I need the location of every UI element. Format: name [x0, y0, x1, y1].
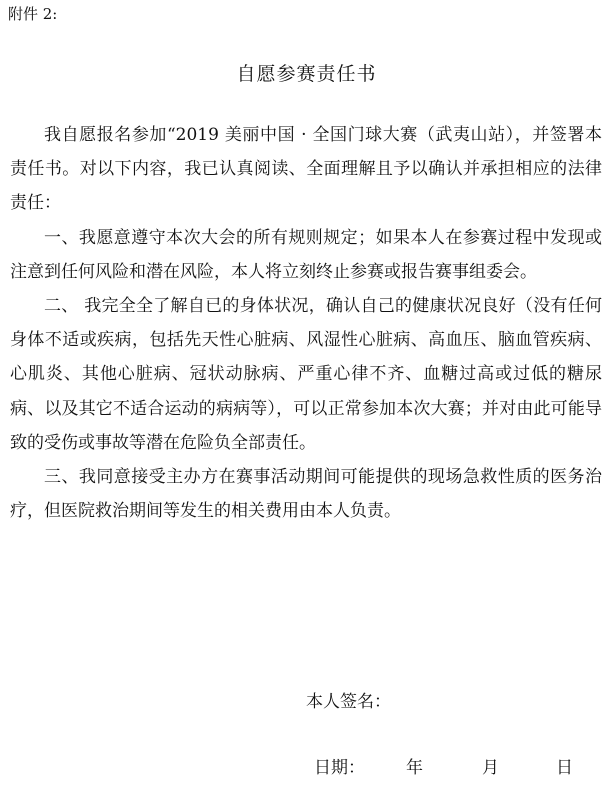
- date-day-label: 日: [556, 758, 573, 778]
- document-body: [10, 118, 602, 528]
- clause-one-paragraph: 一、我愿意遵守本次大会的所有规则规定；如果本人在参赛过程中发现或注意到任何风险和潜在风险，本人将立刻终止参赛或报告赛事组委会。: [10, 227, 602, 282]
- intro-paragraph: 我自愿报名参加“2019 美丽中国 · 全国门球大赛（武夷山站），并签署本责任书。对以下内容，我已认真阅读、全面理解且予以确认并承担相应的法律责任：: [10, 125, 602, 214]
- attachment-label: 附件 2:: [8, 5, 58, 23]
- date-year-label: 年: [406, 758, 423, 778]
- document-title: 自愿参赛责任书: [236, 63, 377, 85]
- clause-three-paragraph: 三、我同意接受主办方在赛事活动期间可能提供的现场急救性质的医务治疗，但医院救治期间等发生的相关费用由本人负责。: [10, 467, 602, 522]
- date-month-label: 月: [482, 758, 499, 778]
- clause-two-paragraph: 二、 我完全全了解自已的身体状况，确认自己的健康状况良好（没有任何身体不适或疾病，包括先天性心脏病、风湿性心脏病、高血压、脑血管疾病、心肌炎、其他心脏病、冠状动脉病、严重心律不齐、血糖过高或过低的糖尿病、以及其它不适合运动的病病等），可以正常参加本次大赛；并对由此可能导致的受伤或事故等潜在危险负全部责任。: [10, 296, 602, 453]
- signature-label: 本人签名：: [306, 692, 391, 712]
- date-row: [0, 756, 613, 782]
- date-label: 日期：: [314, 758, 365, 778]
